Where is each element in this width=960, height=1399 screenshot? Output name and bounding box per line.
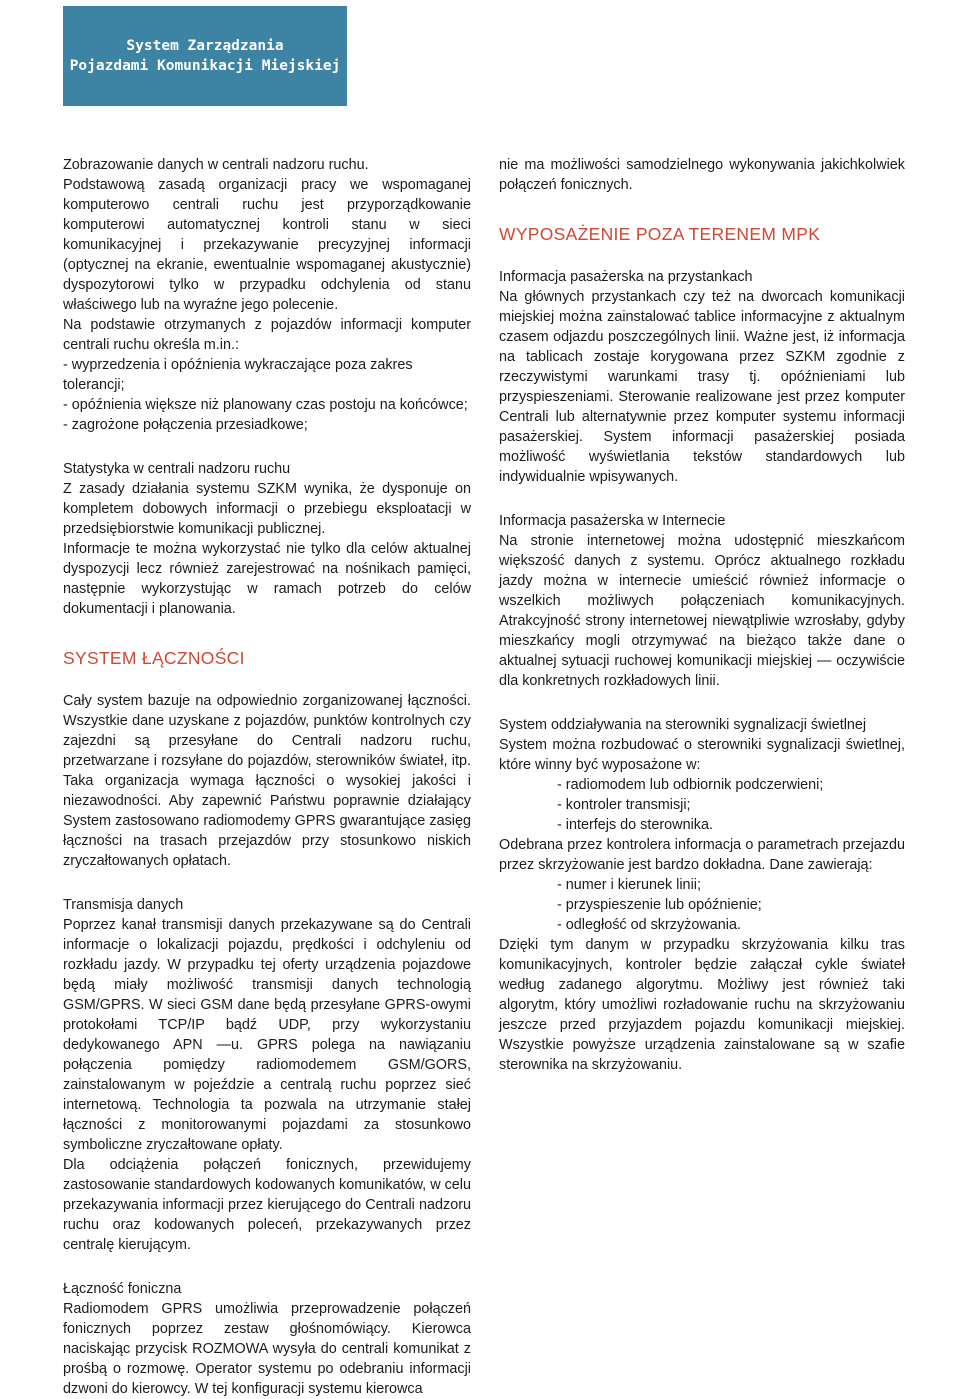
intro-list-item: - zagrożone połączenia przesiadkowe; <box>63 417 308 433</box>
signal-list-item: - odległość od skrzyżowania. <box>557 917 741 933</box>
header-title-line1: System Zarządzania <box>126 38 284 54</box>
signal-list-item: - numer i kierunek linii; <box>557 877 701 893</box>
web-info-paragraph: Na stronie internetowej można udostępnić mieszkańcom większość danych z systemu. Oprócz aktualnego rozkładu jazdy można w internecie umieścić również informacje o wszelkich możliwych połączeniach komunikacyjnych. Atrakcyjność strony internetowej niewątpliwie wzrosłaby, gdyby mieszkańcy mogli otrzymywać na bieżąco także dane o aktualnej sytuacji ruchowej komunikacji miejskiej — oczywiście dla konkretnych rozkładowych linii. <box>499 533 905 689</box>
signal-paragraph-1: System można rozbudować o sterowniki sygnalizacji świetlnej, które winny być wyposażone w: <box>499 737 905 773</box>
transmission-heading: Transmisja danych <box>63 897 184 913</box>
continued-paragraph: nie ma możliwości samodzielnego wykonywania jakichkolwiek połączeń fonicznych. <box>499 157 905 193</box>
intro-paragraph-2: Na podstawie otrzymanych z pojazdów informacji komputer centrali ruchu określa m.in.: <box>63 317 471 353</box>
stop-info-heading: Informacja pasażerska na przystankach <box>499 269 753 285</box>
section-title-equipment: WYPOSAŻENIE POZA TERENEM MPK <box>499 224 821 244</box>
signal-list-item: - przyspieszenie lub opóźnienie; <box>557 897 762 913</box>
phone-heading: Łączność foniczna <box>63 1281 182 1297</box>
signal-list-item: - interfejs do sterownika. <box>557 817 713 833</box>
web-info-heading: Informacja pasażerska w Internecie <box>499 513 726 529</box>
header-banner <box>63 6 347 106</box>
intro-list-item: - opóźnienia większe niż planowany czas postoju na końcówce; <box>63 397 468 413</box>
signal-list-item: - radiomodem lub odbiornik podczerwieni; <box>557 777 824 793</box>
stop-info-paragraph: Na głównych przystankach czy też na dworcach komunikacji miejskiej można zainstalować tablice informacyjne z aktualnym czasem odjazdu poszczególnych linii. Ważne jest, iż informacja na tablicach zostaje korygowana przez SZKM zgodnie z rzeczywistymi warunkami trasy tj. opóźnieniami lub przyspieszeniami. Sterowanie realizowane jest przez komputer Centrali lub alternatywnie przez komputer systemu informacji pasażerskiej. System informacji pasażerskiej posiada możliwość wyświetlania tekstów standardowych lub indywidualnie wpisywanych. <box>499 289 905 485</box>
signal-heading: System oddziaływania na sterowniki sygnalizacji świetlnej <box>499 717 867 733</box>
signal-list-item: - kontroler transmisji; <box>557 797 691 813</box>
phone-paragraph: Radiomodem GPRS umożliwia przeprowadzenie połączeń fonicznych poprzez zestaw głośnomówiący. Kierowca naciskając przycisk ROZMOWA wysyła do centrali komunikat z prośbą o rozmowę. Operator systemu po odebraniu informacji dzwoni do kierowcy. W tej konfiguracji systemu kierowca <box>63 1301 471 1397</box>
transmission-paragraph-1: Poprzez kanał transmisji danych przekazywane są do Centrali informacje o lokalizacji pojazdu, prędkości i odchyleniu od rozkładu jazdy. W przypadku tej oferty urządzenia pojazdowe będą miały możliwość transmisji danych technologią GSM/GPRS. W sieci GSM dane będą przesyłane GPRS-owymi protokołami TCP/IP bądź UDP, przy wykorzystaniu dedykowanego APN —u. GPRS polega na nawiązaniu połączenia pomiędzy radiomodemem GSM/GORS, zainstalowanym w pojeździe a centralą ruchu poprzez sieć internetową. Technologia ta pozwala na utrzymanie stałej łączności z monitorowanymi pojazdami za stosunkowo symboliczne zryczałtowane opłaty. <box>63 917 471 1153</box>
connectivity-paragraph: Cały system bazuje na odpowiednio zorganizowanej łączności. Wszystkie dane uzyskane z pojazdów, punktów kontrolnych czy zajezdni są przesyłane do Centrali nadzoru ruchu, przetwarzane i rozsyłane do pojazdów, sterowników świateł, itp. Taka organizacja wymaga łączności o wysokiej jakości i niezawodności. Aby zapewnić Państwu poprawnie działający System zastosowano radiomodemy GPRS gwarantujące zasięg łączności na trasach przejazdów przy stosunkowo niskich zryczałtowanych opłatach. <box>63 693 471 869</box>
intro-list-item: - wyprzedzenia i opóźnienia wykraczające poza zakres tolerancji; <box>63 357 413 393</box>
signal-paragraph-3: Dzięki tym danym w przypadku skrzyżowania kilku tras komunikacyjnych, kontroler będzie załączał cykle świateł według zadanego algorytmu. Możliwy jest również taki algorytm, który umożliwi rozładowanie ruchu na skrzyżowaniu jeszcze przed przyjazdem pojazdu komunikacji miejskiej. Wszystkie powyższe urządzenia zainstalowane są w szafie sterownika na skrzyżowaniu. <box>499 937 905 1073</box>
intro-paragraph-1: Podstawową zasadą organizacji pracy we wspomaganej komputerowo centrali ruchu jest przyporządkowanie komputerowi automatycznej kontroli stanu w sieci komunikacyjnej i przekazywanie precyzyjnej informacji (optycznej na ekranie, ewentualnie wspomaganej akustycznie) dyspozytorowi tylko w przypadku odchylenia od stanu właściwego lub na wyraźne jego polecenie. <box>63 177 471 313</box>
left-column <box>63 155 471 1399</box>
stats-heading: Statystyka w centrali nadzoru ruchu <box>63 461 291 477</box>
stats-paragraph-2: Informacje te można wykorzystać nie tylko dla celów aktualnej dyspozycji lecz również zarejestrować na nośnikach pamięci, następnie wykorzystując w ramach potrzeb do celów dokumentacji i planowania. <box>63 541 471 617</box>
signal-paragraph-2: Odebrana przez kontrolera informacja o parametrach przejazdu przez skrzyżowanie jest bardzo dokładna. Dane zawierają: <box>499 837 905 873</box>
right-column <box>499 155 905 1075</box>
section-title-connectivity: SYSTEM ŁĄCZNOŚCI <box>63 648 245 668</box>
stats-paragraph-1: Z zasady działania systemu SZKM wynika, że dysponuje on kompletem dobowych informacji o przebiegu eksploatacji w przedsiębiorstwie komunikacji publicznej. <box>63 481 471 537</box>
header-title-line2: Pojazdami Komunikacji Miejskiej <box>69 58 341 74</box>
intro-heading: Zobrazowanie danych w centrali nadzoru ruchu. <box>63 157 369 173</box>
transmission-paragraph-2: Dla odciążenia połączeń fonicznych, przewidujemy zastosowanie standardowych kodowanych komunikatów, w celu przekazywania informacji przez kierującego do Centrali nadzoru ruchu oraz kodowanych poleceń, przekazywanych przez centralę kierującym. <box>63 1157 471 1253</box>
